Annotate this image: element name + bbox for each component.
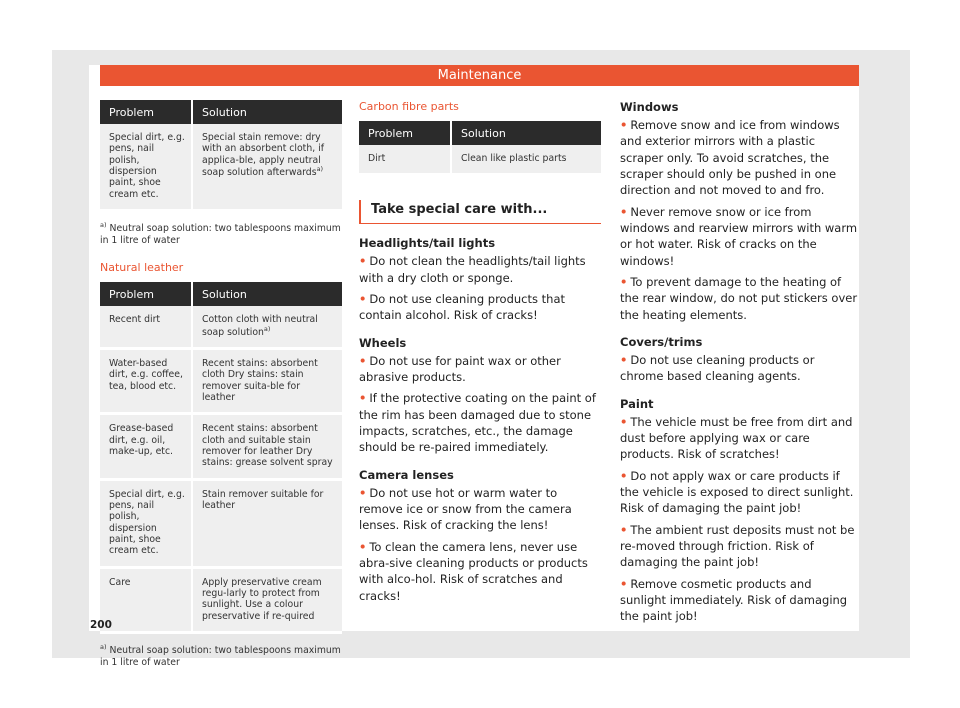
bullet-item [620, 576, 860, 625]
solution-cell: Stain remover suitable for leather [192, 479, 342, 567]
table-row [100, 306, 342, 348]
table-row [100, 479, 342, 567]
natural-leather-title: Natural leather [100, 261, 184, 275]
footnote-text: Neutral soap solution: two tablespoons maximum in 1 litre of water [100, 223, 341, 247]
bullet-text: Never remove snow or ice from windows and rearview mirrors with warm or hot water. Risk of cracks on the windows! [620, 204, 858, 268]
bullet-text: Do not use cleaning products that contain alcohol. Risk of cracks! [359, 291, 566, 323]
bullet-item [620, 117, 860, 199]
problem-cell: Dirt [359, 145, 451, 175]
bullet-text: Remove cosmetic products and sunlight immediately. Risk of damaging the paint job! [620, 576, 848, 624]
right-column [620, 100, 860, 630]
bullet-item [359, 253, 601, 286]
special-care-heading: Take special care with... [359, 200, 601, 224]
natural-leather-table [100, 282, 342, 634]
table-header-row [359, 121, 601, 145]
header-problem: Problem [100, 282, 192, 306]
bullet-icon: • [620, 352, 628, 367]
solution-cell [192, 124, 342, 210]
bullet-icon: • [620, 414, 628, 429]
bullet-item [620, 204, 860, 269]
solution-text: Cotton cloth with neutral soap solution [202, 314, 318, 338]
bullet-item [620, 274, 860, 323]
table-row [100, 414, 342, 479]
header-problem: Problem [100, 100, 192, 124]
footnote-marker: a) [263, 324, 271, 333]
bullet-text: Do not use for paint wax or other abrasive products. [359, 353, 561, 384]
wheels-title: Wheels [359, 335, 407, 350]
footnote-marker: a) [100, 220, 107, 229]
bullet-text: The vehicle must be free from dirt and dust before applying wax or care products. Risk of scratches! [620, 414, 853, 462]
footnote [100, 643, 342, 669]
table-row [100, 567, 342, 632]
left-column [100, 100, 342, 669]
solution-cell: Recent stains: absorbent cloth Dry stains: stain remover suita-ble for leather [192, 348, 342, 413]
footnote-text: Neutral soap solution: two tablespoons maximum in 1 litre of water [100, 644, 341, 669]
bullet-text: Do not use hot or warm water to remove ice or snow from the camera lenses. Risk of cracking the lens! [359, 485, 572, 533]
windows-title: Windows [620, 100, 679, 114]
problem-cell: Care [100, 567, 192, 632]
bullet-item [359, 539, 601, 604]
bullet-icon: • [620, 274, 628, 289]
covers-title: Covers/trims [620, 334, 703, 349]
bullet-text: Remove snow and ice from windows and exterior mirrors with a plastic scraper only. To avoid scratches, the scraper should only be pushed in one direction and not moved to and fro. [620, 118, 840, 198]
middle-column [359, 100, 601, 609]
paint-title: Paint [620, 396, 654, 411]
special-dirt-table [100, 100, 342, 212]
bullet-item [359, 485, 601, 534]
problem-cell: Grease-based dirt, e.g. oil, make-up, etc. [100, 414, 192, 479]
bullet-icon: • [620, 204, 628, 219]
bullet-icon: • [359, 291, 367, 306]
bullet-item [620, 352, 860, 385]
bullet-icon: • [359, 539, 367, 554]
solution-cell: Clean like plastic parts [451, 145, 601, 175]
chapter-header: Maintenance [100, 65, 859, 86]
bullet-item [620, 414, 860, 463]
solution-cell: Recent stains: absorbent cloth and suitable stain remover for leather Dry stains: grease solvent spray [192, 414, 342, 479]
solution-cell: Apply preservative cream regu-larly to protect from sunlight. Use a colour preservative if re-quired [192, 567, 342, 632]
table-row [100, 124, 342, 210]
carbon-fibre-table [359, 121, 601, 176]
bullet-text: Do not use cleaning products or chrome based cleaning agents. [620, 352, 815, 384]
bullet-icon: • [620, 522, 628, 537]
table-row [359, 145, 601, 175]
bullet-item [620, 522, 860, 571]
table-header-row [100, 282, 342, 306]
bullet-text: To prevent damage to the heating of the rear window, do not put stickers over the heating elements. [620, 274, 858, 322]
solution-text: Special stain remove: dry with an absorbent cloth, if applica-ble, apply neutral soap solution afterwards [202, 132, 324, 179]
footnote-marker: a) [316, 164, 324, 173]
bullet-item [359, 353, 601, 386]
footnote [100, 221, 342, 247]
bullet-icon: • [359, 353, 367, 368]
page-number: 200 [90, 619, 112, 631]
table-header-row [100, 100, 342, 124]
problem-cell: Water-based dirt, e.g. coffee, tea, blood etc. [100, 348, 192, 413]
camera-title: Camera lenses [359, 467, 454, 482]
bullet-text: If the protective coating on the paint of the rim has been damaged due to stone impacts, scratches, etc., the damage should be re-paired immediately. [359, 391, 596, 455]
bullet-icon: • [359, 254, 367, 269]
problem-cell: Recent dirt [100, 306, 192, 348]
bullet-item [359, 291, 601, 324]
bullet-text: Do not apply wax or care products if the vehicle is exposed to direct sunlight. Risk of damaging the paint job! [620, 468, 854, 516]
bullet-text: To clean the camera lens, never use abra-sive cleaning products or products with alco-hol. Risk of scratches and cracks! [359, 539, 588, 603]
bullet-icon: • [359, 391, 367, 406]
header-solution: Solution [451, 121, 601, 145]
header-solution: Solution [192, 282, 342, 306]
bullet-text: Do not clean the headlights/tail lights with a dry cloth or sponge. [359, 254, 586, 285]
bullet-icon: • [359, 485, 367, 500]
bullet-text: The ambient rust deposits must not be re-moved through friction. Risk of damaging the paint job! [620, 522, 855, 570]
bullet-icon: • [620, 118, 628, 132]
table-row [100, 348, 342, 413]
carbon-fibre-title: Carbon fibre parts [359, 100, 459, 113]
headlights-title: Headlights/tail lights [359, 236, 496, 251]
bullet-item [359, 390, 601, 455]
bullet-icon: • [620, 576, 628, 591]
solution-cell [192, 306, 342, 348]
header-solution: Solution [192, 100, 342, 124]
problem-cell: Special dirt, e.g. pens, nail polish, dispersion paint, shoe cream etc. [100, 479, 192, 567]
footnote-marker: a) [100, 642, 107, 651]
header-problem: Problem [359, 121, 451, 145]
bullet-icon: • [620, 468, 628, 483]
bullet-item [620, 468, 860, 517]
problem-cell: Special dirt, e.g. pens, nail polish, dispersion paint, shoe cream etc. [100, 124, 192, 210]
